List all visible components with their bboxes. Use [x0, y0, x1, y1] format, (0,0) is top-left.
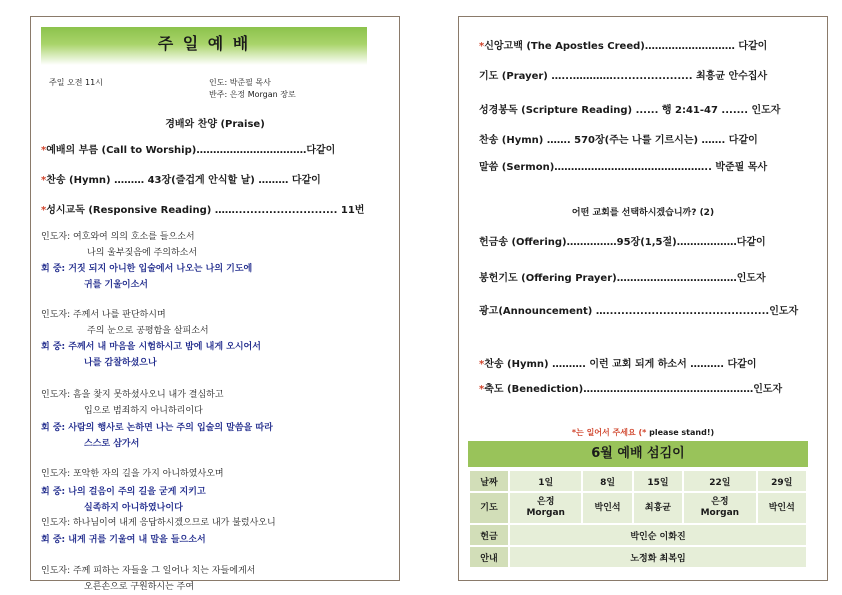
- sermon-title: 어떤 교회를 선택하시겠습니까? (2): [571, 208, 715, 218]
- order-item: 헌금송 (Offering)……………95장(1,5절)………………다같이: [479, 237, 766, 248]
- table-row: [470, 547, 806, 567]
- congregation-line: 회 중: 주께서 내 마음을 시험하시고 밤에 내게 오시어서: [41, 342, 261, 352]
- order-item: *찬송 (Hymn) ……… 43장(즐겁게 안식할 날) ……… 다같이: [41, 175, 321, 186]
- congregation-line: 회 중: 나의 걸음이 주의 길을 굳게 지키고: [41, 487, 206, 497]
- date-cell: 1일: [510, 471, 581, 491]
- schedule-title: 6월 예배 섬김이: [468, 441, 808, 467]
- order-item: 찬송 (Hymn) ……. 570장(주는 나를 기르시는) ……. 다같이: [479, 135, 758, 146]
- leader-line: 인도자: 포악한 자의 길을 가지 아니하였사오며: [41, 469, 224, 479]
- stand-note: *는 일어서 주세요 (* please stand!): [571, 428, 715, 437]
- congregation-line-cont: 귀를 기울이소서: [84, 280, 148, 290]
- leader-line: 인도자: 주께서 나를 판단하시며: [41, 310, 166, 320]
- order-item: 성경봉독 (Scripture Reading) ...... 행 2:41-47 ....... 인도자: [479, 105, 781, 116]
- star-mark: *: [479, 359, 485, 370]
- congregation-line-cont: 실족하지 아니하였나이다: [84, 503, 183, 513]
- star-mark: *: [479, 384, 485, 395]
- service-accompanist: 반주: 은정 Morgan 장로: [209, 90, 296, 99]
- congregation-line: 회 중: 거짓 되지 아니한 입술에서 나오는 나의 기도에: [41, 264, 253, 274]
- leader-line-cont: 주의 눈으로 공평함을 살피소서: [87, 326, 209, 336]
- guide-label: 안내: [470, 547, 508, 567]
- prayer-cell: 은정 Morgan: [510, 493, 581, 523]
- prayer-cell: 최흥균: [634, 493, 682, 523]
- leader-line: 인도자: 주께 피하는 자들을 그 일어나 치는 자들에게서: [41, 566, 256, 576]
- date-cell: 22일: [684, 471, 755, 491]
- date-label: 날짜: [470, 471, 508, 491]
- offering-label: 헌금: [470, 525, 508, 545]
- order-item: *신앙고백 (The Apostles Creed)……………………… 다같이: [479, 41, 768, 52]
- order-item: *축도 (Benediction)……………………………………………인도자: [479, 384, 783, 395]
- order-item: 봉헌기도 (Offering Prayer)………………………………인도자: [479, 273, 766, 284]
- congregation-line-cont: 나를 감찰하셨으나: [84, 358, 157, 368]
- service-leader: 인도: 박준필 목사: [209, 78, 271, 87]
- leader-line-cont: 오른손으로 구원하시는 주여: [84, 582, 195, 592]
- offering-cell: 박인순 이화진: [510, 525, 806, 545]
- leader-line-cont: 입으로 범죄하지 아니하리이다: [84, 406, 203, 416]
- table-row: [470, 471, 806, 491]
- star-mark: *: [479, 41, 485, 52]
- leader-line-cont: 나의 울부짖음에 주의하소서: [87, 248, 198, 258]
- order-item: *찬송 (Hymn) ………. 이런 교회 되게 하소서 ………. 다같이: [479, 359, 757, 370]
- leader-line: 인도자: 흠을 찾지 못하셨사오니 내가 결심하고: [41, 390, 224, 400]
- order-item: 광고(Announcement) …...........................................인도자: [479, 306, 799, 317]
- table-row: [470, 493, 806, 523]
- date-cell: 29일: [758, 471, 806, 491]
- order-item: *예배의 부름 (Call to Worship)……………………………다같이: [41, 145, 336, 156]
- service-time: 주일 오전 11시: [49, 78, 103, 87]
- congregation-line-cont: 스스로 삼가서: [84, 439, 140, 449]
- order-item: *성시교독 (Responsive Reading) ……........................... 11번: [41, 205, 365, 216]
- service-title: 주 일 예 배: [41, 27, 367, 65]
- order-item: 말씀 (Sermon)……………………………………….. 박준필 목사: [479, 162, 768, 173]
- prayer-cell: 은정 Morgan: [684, 493, 755, 523]
- date-cell: 8일: [583, 471, 631, 491]
- schedule-table: [468, 469, 808, 569]
- congregation-line: 회 중: 사람의 행사로 논하면 나는 주의 입술의 말씀을 따라: [41, 423, 273, 433]
- date-cell: 15일: [634, 471, 682, 491]
- guide-cell: 노정화 최복임: [510, 547, 806, 567]
- star-mark: *: [41, 205, 47, 216]
- leader-line: 인도자: 하나님이여 내게 응답하시겠으므로 내가 불렀사오니: [41, 518, 276, 528]
- section-heading: 경배와 찬양 (Praise): [165, 119, 265, 130]
- star-mark: *: [41, 175, 47, 186]
- order-item: 기도 (Prayer) …...…………..................... 최흥균 안수집사: [479, 71, 768, 82]
- leader-line: 인도자: 여호와여 의의 호소를 들으소서: [41, 232, 195, 242]
- prayer-cell: 박인석: [583, 493, 631, 523]
- table-row: [470, 525, 806, 545]
- congregation-line: 회 중: 내게 귀를 기울여 내 말을 들으소서: [41, 535, 206, 545]
- prayer-label: 기도: [470, 493, 508, 523]
- right-page: [458, 16, 828, 581]
- prayer-cell: 박인석: [758, 493, 806, 523]
- left-page: [30, 16, 400, 592]
- star-mark: *: [41, 145, 47, 156]
